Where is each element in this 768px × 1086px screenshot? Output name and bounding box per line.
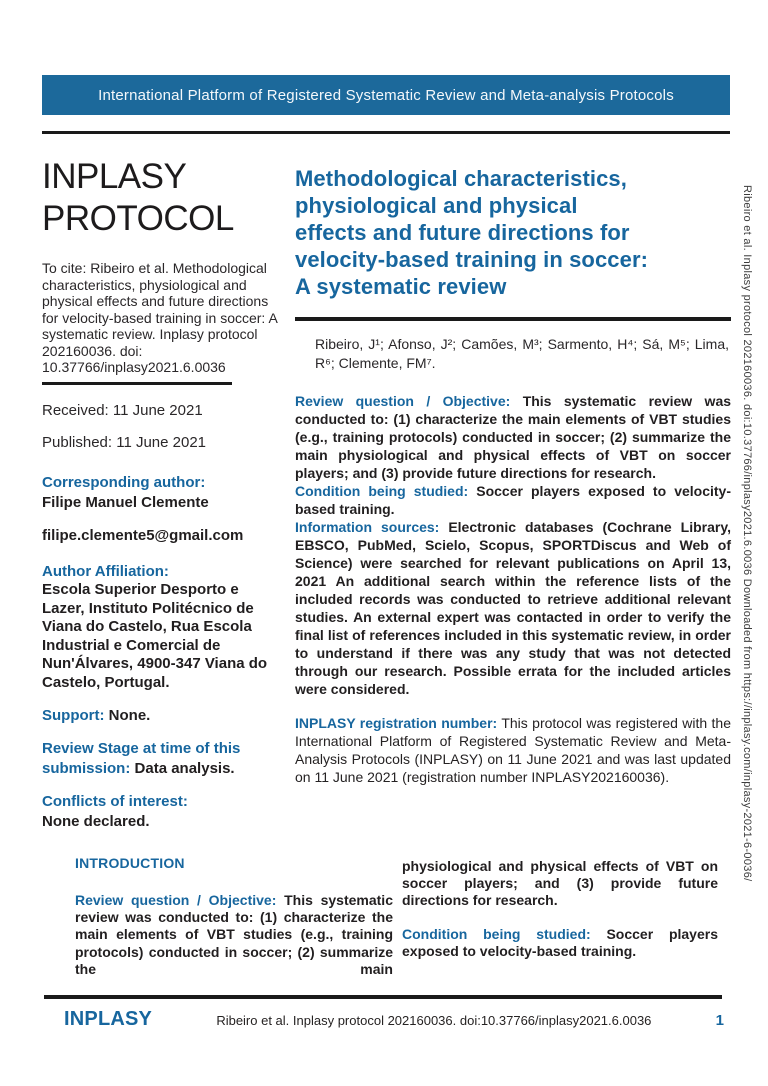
author-email: filipe.clemente5@gmail.com xyxy=(42,526,244,544)
review-stage-block xyxy=(42,739,280,779)
masthead-line-2: PROTOCOL xyxy=(42,199,234,238)
registration-label: INPLASY registration number: xyxy=(295,715,498,731)
section-text: This systematic review was conducted to: (1) characterize the main elements of VBT studies (e.g., training protocols) conducted in soccer; (2) summarize the main physiological and physical effects of VBT on soccer players; and (3) provide future directions for research. xyxy=(295,393,732,481)
masthead-line-1: INPLASY xyxy=(42,157,187,196)
section-label: Information sources: xyxy=(295,519,440,535)
top-banner xyxy=(42,75,730,115)
affiliation-label: Author Affiliation: xyxy=(42,562,169,580)
title-line: A systematic review xyxy=(295,274,507,299)
cite-note: To cite: Ribeiro et al. Methodological characteristics, physiological and physical effects and future directions for velocity-based training in soccer: A systematic review. Inplasy protocol 202160036. doi: 10.37766/inplasy2021.6.0036 xyxy=(42,260,278,375)
published-date: Published: 11 June 2021 xyxy=(42,433,207,451)
introduction-text-left: This systematic review was conducted to: (1) characterize the main elements of VBT studies (e.g., training protocols) conducted in soccer; (2) summarize the main xyxy=(75,892,393,977)
title-divider xyxy=(295,317,731,321)
introduction-left-column xyxy=(75,855,393,978)
condition-paragraph xyxy=(402,926,718,960)
section-review-question xyxy=(295,392,731,482)
received-date: Received: 11 June 2021 xyxy=(42,401,203,419)
condition-text: Soccer players exposed to velocity-based training. xyxy=(402,925,718,959)
section-text: Electronic databases (Cochrane Library, EBSCO, PubMed, Scielo, Scopus, SPORTDiscus and Web of Science) were searched for relevant publications on April 13, 2021 An additional search within the reference lists of the included records was conducted to retrieve additional relevant studies. An external expert was contacted in order to verify the final list of references included in this systematic review, in order to understand if there was any study that was not detected through our research. Possible errata for the included articles were considered. xyxy=(295,519,731,697)
masthead xyxy=(42,156,280,240)
registration-paragraph xyxy=(295,714,731,786)
footer-brand: INPLASY xyxy=(64,1008,153,1030)
affiliation-block xyxy=(42,563,280,693)
corresponding-author-label: Corresponding author: xyxy=(42,473,206,491)
review-stage-value: Data analysis. xyxy=(134,760,235,777)
abstract-sections xyxy=(295,392,731,698)
title-line: velocity-based training in soccer: xyxy=(295,247,649,272)
sidebar-vertical-text: Ribeiro et al. Inplasy protocol 202160036. doi:10.37766/inplasy2021.6.0036 Downloaded from https://inplasy.com/inplasy-2021-6-0036/ xyxy=(741,185,753,882)
conflicts-label: Conflicts of interest: xyxy=(42,793,188,810)
section-information-sources xyxy=(295,518,731,698)
corresponding-author-name: Filipe Manuel Clemente xyxy=(42,493,209,511)
left-column xyxy=(42,156,280,832)
article-title xyxy=(295,165,731,300)
title-line: physiological and physical xyxy=(295,193,578,218)
section-condition xyxy=(295,482,731,518)
corresponding-author-block xyxy=(42,473,280,513)
footer-citation: Ribeiro et al. Inplasy protocol 202160036. doi:10.37766/inplasy2021.6.0036 xyxy=(216,1013,652,1028)
support-label: Support: xyxy=(42,707,105,724)
section-text: Soccer players exposed to velocity-based training. xyxy=(295,483,731,517)
footer-divider xyxy=(44,995,722,999)
support-block xyxy=(42,706,280,726)
introduction-heading: INTRODUCTION xyxy=(75,855,185,871)
introduction-paragraph-left xyxy=(75,892,393,978)
review-stage-label: Review Stage at time of this submission: xyxy=(42,740,241,777)
introduction-paragraph-continuation: physiological and physical effects of VBT on soccer players; and (3) provide future directions for research. xyxy=(402,858,718,909)
authors-line: Ribeiro, J¹; Afonso, J²; Camões, M³; Sarmento, H⁴; Sá, M⁵; Lima, R⁶; Clemente, FM⁷. xyxy=(315,336,729,371)
introduction-right-column xyxy=(402,858,718,960)
title-line: effects and future directions for xyxy=(295,220,630,245)
introduction-label: Review question / Objective: xyxy=(75,892,277,908)
condition-label: Condition being studied: xyxy=(402,925,591,942)
section-label: Condition being studied: xyxy=(295,483,469,499)
top-banner-text: International Platform of Registered Systematic Review and Meta-analysis Protocols xyxy=(98,86,674,104)
section-label: Review question / Objective: xyxy=(295,393,511,409)
conflicts-block xyxy=(42,792,280,832)
banner-divider xyxy=(42,131,730,134)
right-column xyxy=(295,158,731,786)
registration-text: This protocol was registered with the International Platform of Registered Systematic Review and Meta-Analysis Protocols (INPLASY) on 11 June 2021 and was last updated on 11 June 2021 (registration number INPLASY202160036). xyxy=(295,715,732,785)
footer-page-number: 1 xyxy=(715,1012,724,1029)
affiliation-text: Escola Superior Desporto e Lazer, Instituto Politécnico de Viana do Castelo, Rua Escola Industrial e Comercial de Nun'Álvares, 4900-347 Viana do Castelo, Portugal. xyxy=(42,581,268,691)
footer xyxy=(42,1008,730,1031)
left-divider xyxy=(42,382,232,385)
title-line: Methodological characteristics, xyxy=(295,166,627,191)
support-value: None. xyxy=(108,707,151,724)
conflicts-value: None declared. xyxy=(42,813,150,830)
